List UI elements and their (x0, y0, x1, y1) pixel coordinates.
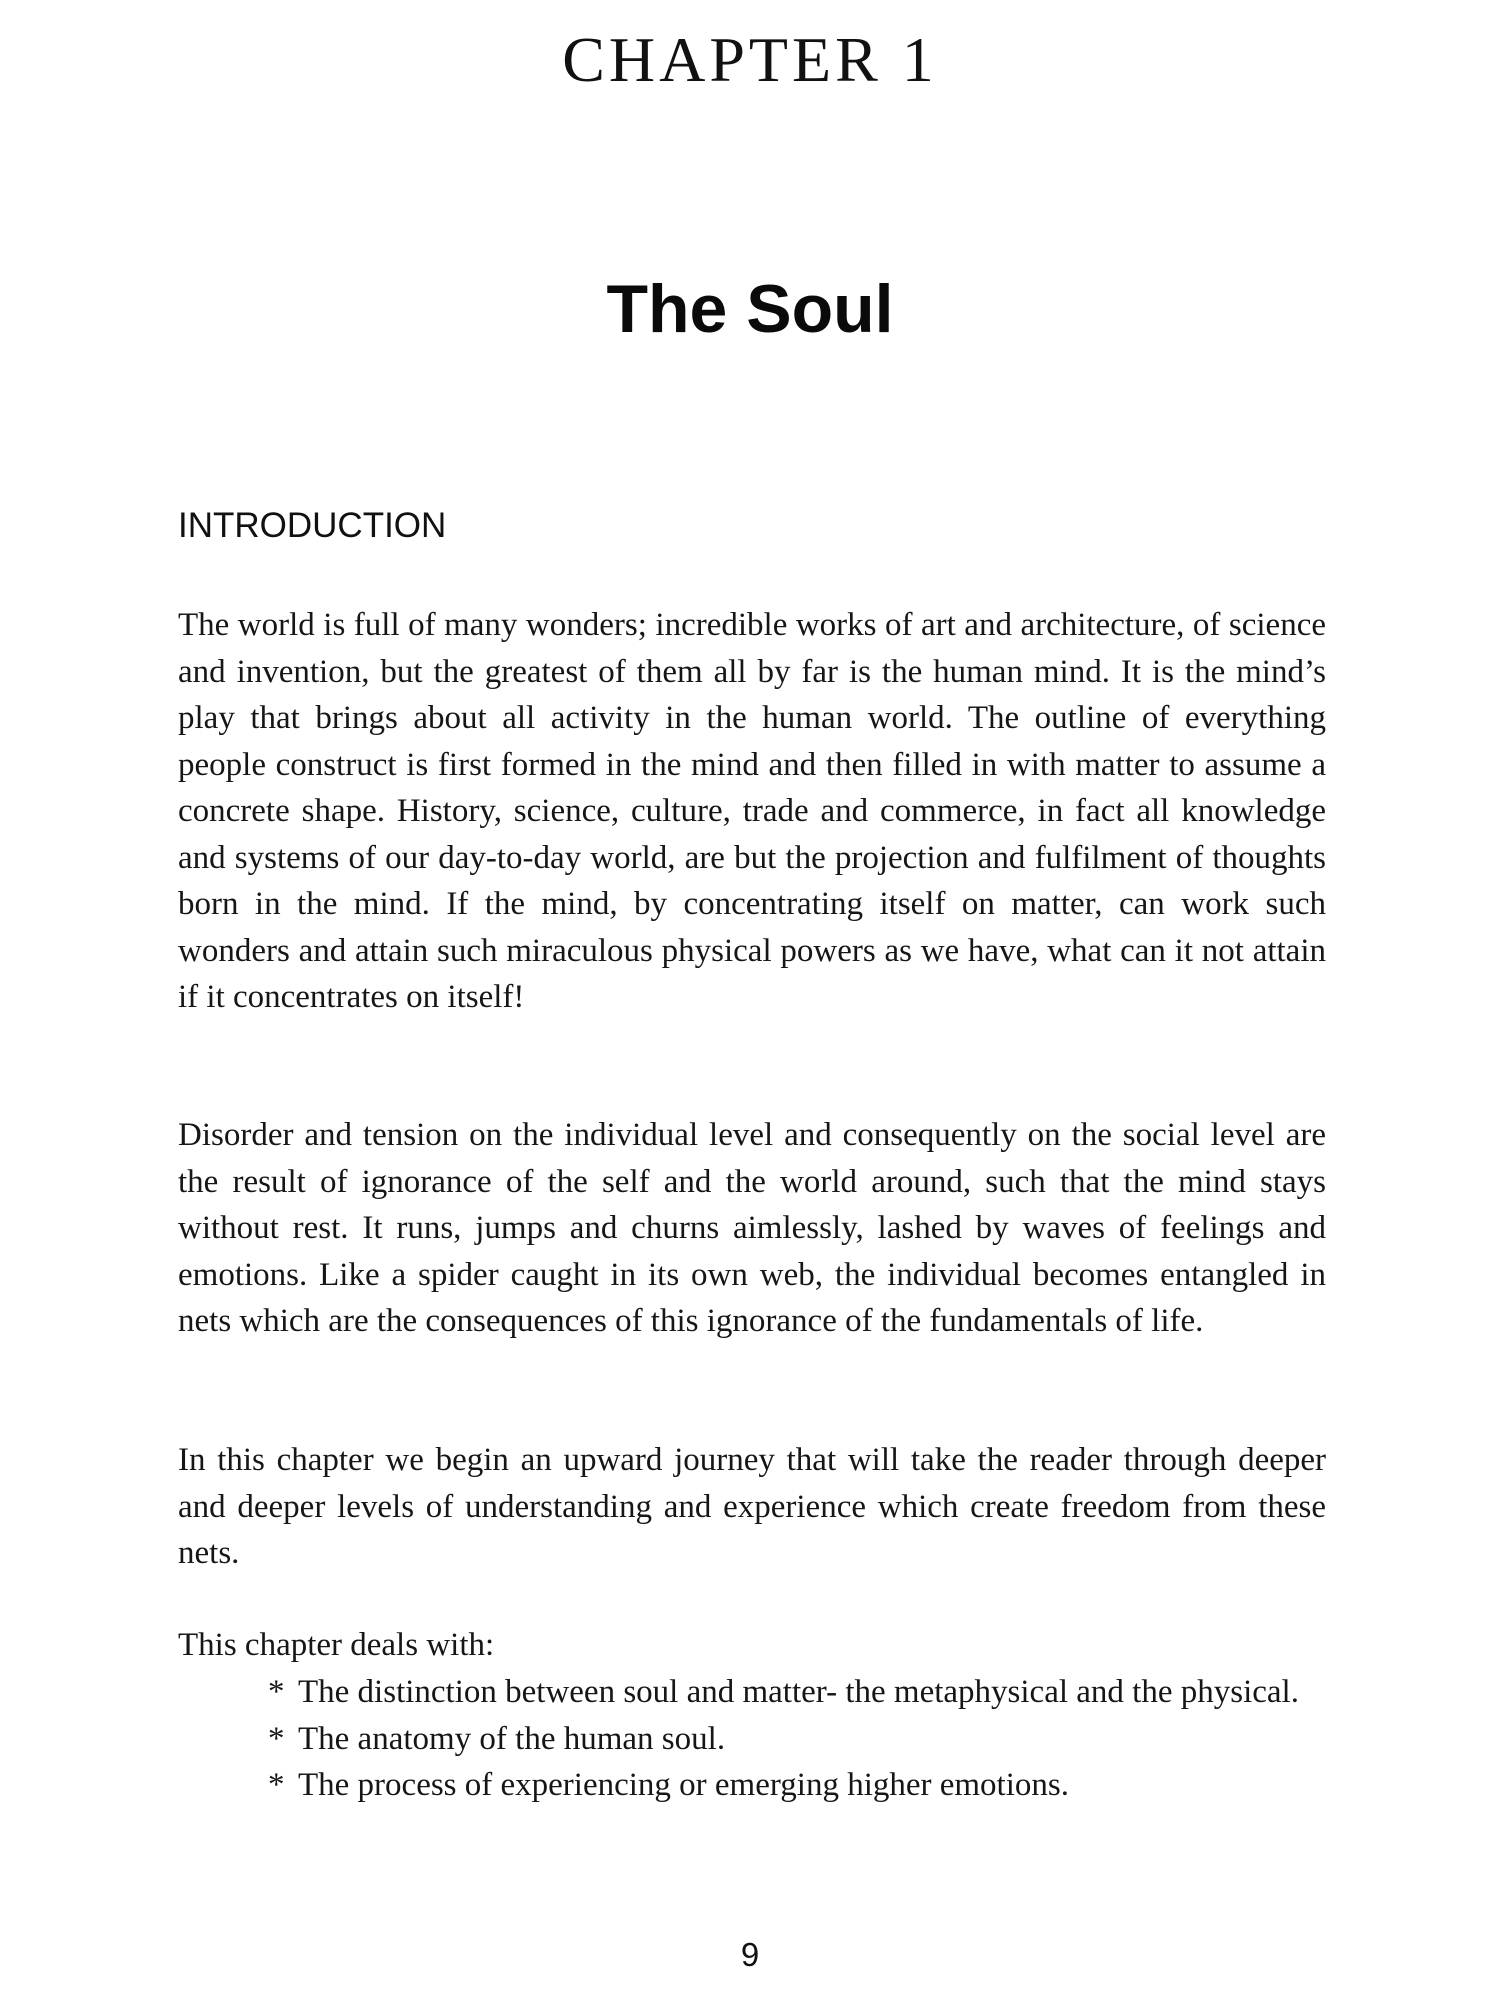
list-item (262, 1716, 1326, 1763)
page-number: 9 (740, 1936, 760, 1973)
list-item (262, 1762, 1326, 1809)
chapter-topics-list (262, 1669, 1326, 1809)
asterisk-bullet: * (268, 1720, 285, 1757)
list-item-text: The distinction between soul and matter- the metaphysical and the physical. (298, 1674, 1299, 1710)
list-item-text: The process of experiencing or emerging higher emotions. (298, 1767, 1069, 1803)
asterisk-bullet: * (268, 1767, 285, 1803)
list-intro: This chapter deals with: (178, 1627, 495, 1663)
chapter-label: CHAPTER 1 (562, 24, 938, 95)
paragraph: In this chapter we begin an upward journey that will take the reader through deeper and deeper levels of understanding and experience which create freedom from these nets. (178, 1442, 1326, 1571)
paragraph: The world is full of many wonders; incredible works of art and architecture, of science and invention, but the greatest of them all by far is the human mind. It is the mind’s play that brings about all activity in the human world. The outline of everything people construct is first formed in the mind and then filled in with matter to assume a concrete shape. History, science, culture, trade and commerce, in fact all knowledge and systems of our day-to-day world, are but the projection and fulfilment of thoughts born in the mind. If the mind, by concentrating itself on matter, can work such wonders and attain such miraculous physical powers as we have, what can it not attain if it concentrates on itself! (178, 607, 1326, 1015)
asterisk-bullet: * (268, 1674, 285, 1710)
chapter-title: The Soul (606, 271, 894, 347)
list-item (262, 1669, 1326, 1716)
list-item-text: The anatomy of the human soul. (298, 1720, 726, 1757)
section-heading: INTRODUCTION (178, 506, 447, 545)
paragraph: Disorder and tension on the individual level and consequently on the social level are the result of ignorance of the self and the world around, such that the mind stays without rest. It runs, jumps and churns aimlessly, lashed by waves of feelings and emotions. Like a spider caught in its own web, the individual becomes entangled in nets which are the consequences of this ignorance of the fundamentals of life. (178, 1117, 1326, 1339)
